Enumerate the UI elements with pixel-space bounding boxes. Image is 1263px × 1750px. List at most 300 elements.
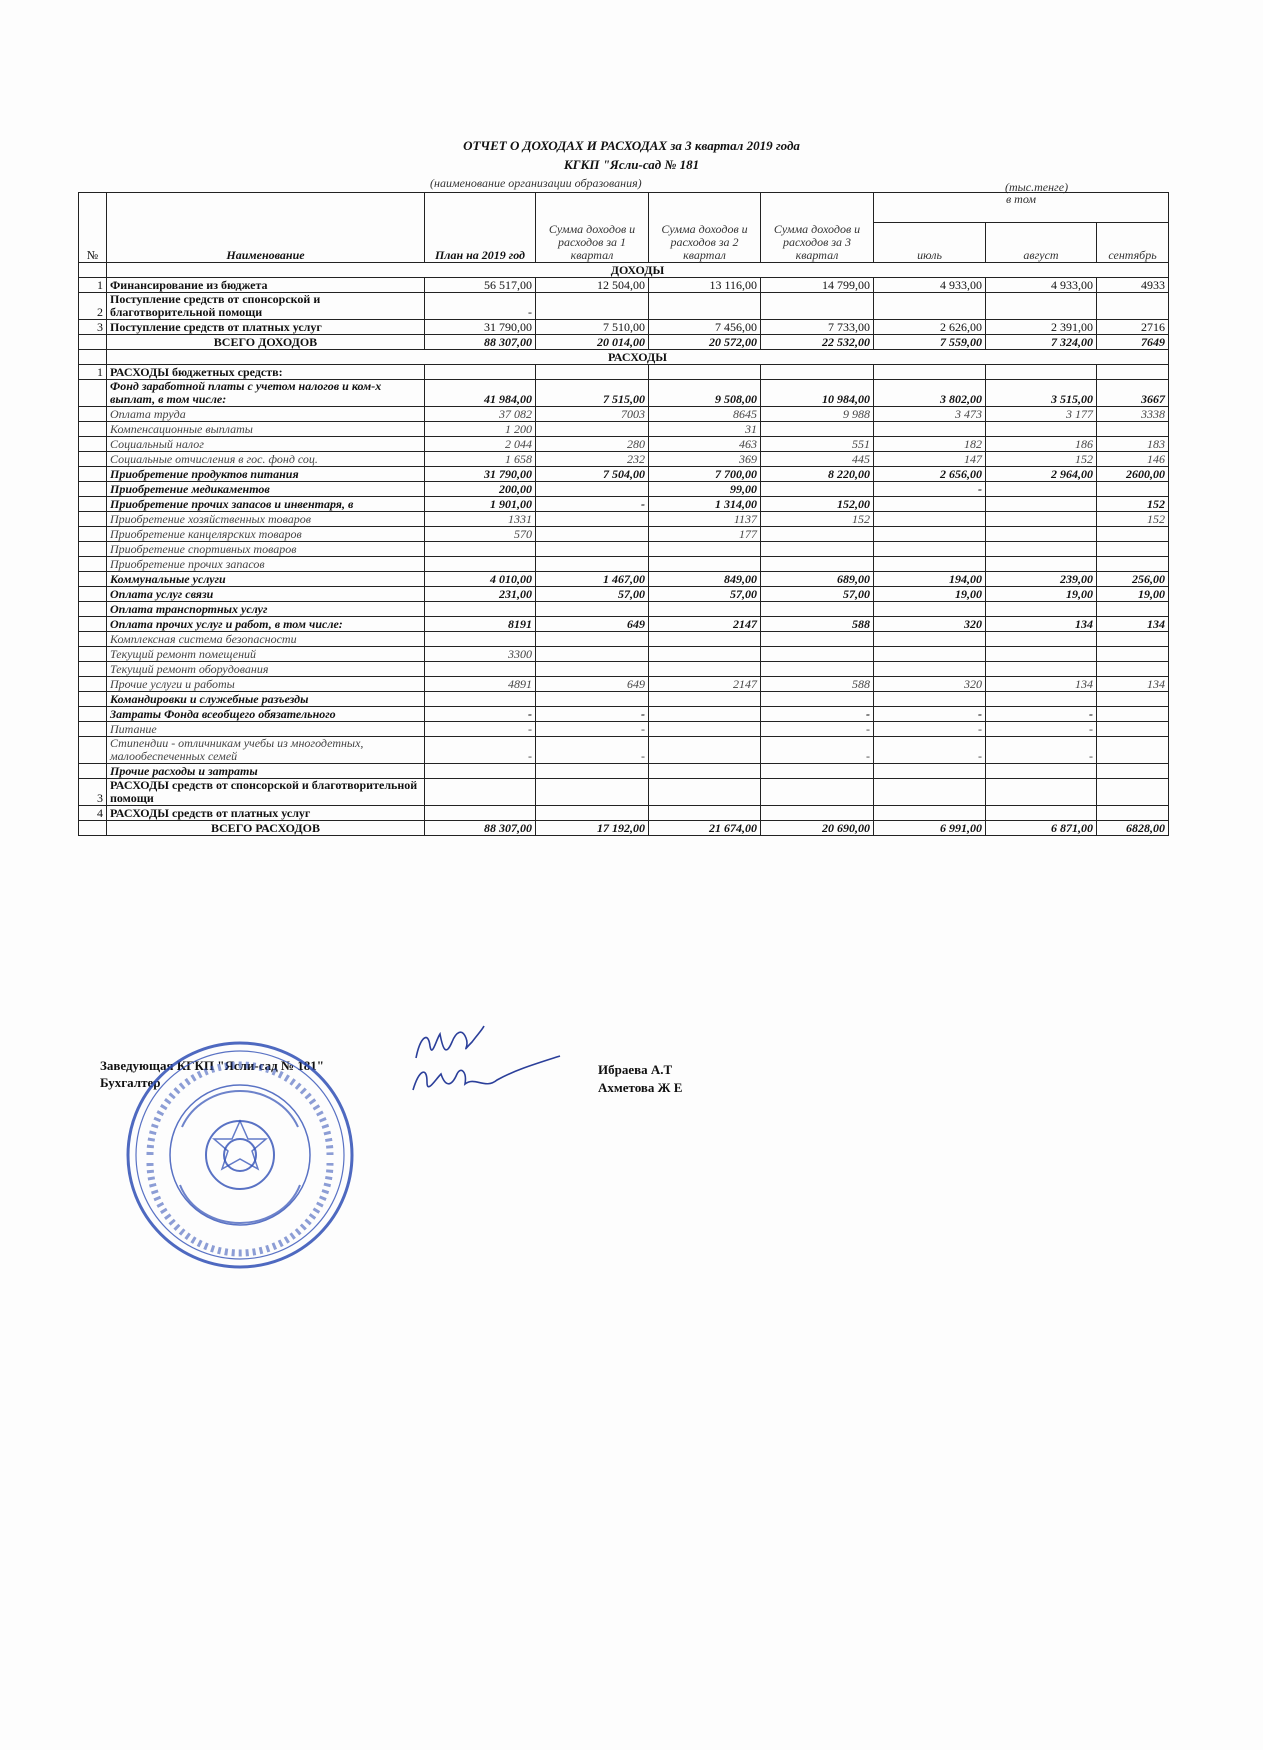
cell-plan: 8191 [425, 617, 536, 632]
cell-plan [425, 602, 536, 617]
cell-q2 [649, 632, 761, 647]
row-no [79, 482, 107, 497]
row-name: Социальный налог [107, 437, 425, 452]
row-name: Оплата услуг связи [107, 587, 425, 602]
row-name: Комплексная система безопасности [107, 632, 425, 647]
cell-plan: 88 307,00 [425, 821, 536, 836]
cell-q3: - [761, 722, 874, 737]
cell-q3: 9 988 [761, 407, 874, 422]
col-header-jul: июль [874, 223, 986, 263]
cell-aug [986, 692, 1097, 707]
cell-plan [425, 806, 536, 821]
cell-sep [1097, 365, 1169, 380]
row-name: Приобретение медикаментов [107, 482, 425, 497]
col-header-no: № [79, 193, 107, 263]
cell-sep [1097, 602, 1169, 617]
cell-q2 [649, 737, 761, 764]
cell-q2 [649, 293, 761, 320]
cell-sep: 2600,00 [1097, 467, 1169, 482]
table-row [79, 779, 1169, 806]
cell-jul: 2 626,00 [874, 320, 986, 335]
row-name: Приобретение прочих запасов и инвентаря, в [107, 497, 425, 512]
cell-aug [986, 365, 1097, 380]
table-row [79, 632, 1169, 647]
row-name: Социальные отчисления в гос. фонд соц. [107, 452, 425, 467]
cell-jul: 3 473 [874, 407, 986, 422]
row-no [79, 647, 107, 662]
cell-aug: - [986, 722, 1097, 737]
cell-jul: 182 [874, 437, 986, 452]
cell-q1 [536, 482, 649, 497]
row-no [79, 602, 107, 617]
row-no [79, 764, 107, 779]
cell-q1: 232 [536, 452, 649, 467]
cell-q3 [761, 632, 874, 647]
table-row [79, 452, 1169, 467]
cell-sep: 146 [1097, 452, 1169, 467]
row-no [79, 422, 107, 437]
cell-plan: 570 [425, 527, 536, 542]
row-name: РАСХОДЫ бюджетных средств: [107, 365, 425, 380]
cell-q2 [649, 662, 761, 677]
cell-q3 [761, 602, 874, 617]
section-row [79, 350, 1169, 365]
cell-q2: 57,00 [649, 587, 761, 602]
cell-aug: 186 [986, 437, 1097, 452]
head-name: Ибраева А.Т [598, 1062, 673, 1077]
cell-plan: 88 307,00 [425, 335, 536, 350]
cell-plan: 41 984,00 [425, 380, 536, 407]
cell-aug [986, 512, 1097, 527]
cell-aug [986, 293, 1097, 320]
cell-plan: 1 901,00 [425, 497, 536, 512]
row-name: Оплата прочих услуг и работ, в том числе: [107, 617, 425, 632]
cell-sep [1097, 722, 1169, 737]
cell-q3 [761, 527, 874, 542]
row-no [79, 467, 107, 482]
cell-q3: 152 [761, 512, 874, 527]
table-row [79, 806, 1169, 821]
cell-q1: 20 014,00 [536, 335, 649, 350]
cell-aug [986, 779, 1097, 806]
cell-aug [986, 527, 1097, 542]
cell-jul: - [874, 722, 986, 737]
cell-aug [986, 764, 1097, 779]
cell-jul [874, 632, 986, 647]
cell-sep: 134 [1097, 677, 1169, 692]
row-no [79, 707, 107, 722]
cell-q1 [536, 764, 649, 779]
cell-sep [1097, 527, 1169, 542]
cell-jul [874, 764, 986, 779]
cell-q1: 12 504,00 [536, 278, 649, 293]
cell-q2 [649, 542, 761, 557]
cell-q3: 7 733,00 [761, 320, 874, 335]
cell-jul: - [874, 707, 986, 722]
section-title: РАСХОДЫ [107, 350, 1169, 365]
cell-q1 [536, 692, 649, 707]
cell-plan [425, 632, 536, 647]
cell-jul [874, 422, 986, 437]
row-name: Приобретение продуктов питания [107, 467, 425, 482]
row-name: Финансирование из бюджета [107, 278, 425, 293]
cell-jul [874, 557, 986, 572]
row-no [79, 380, 107, 407]
cell-jul [874, 647, 986, 662]
cell-jul: 320 [874, 677, 986, 692]
cell-q2: 1137 [649, 512, 761, 527]
row-name: Поступление средств от спонсорской и благотворительной помощи [107, 293, 425, 320]
cell-sep [1097, 647, 1169, 662]
cell-q2: 849,00 [649, 572, 761, 587]
cell-q3: 588 [761, 677, 874, 692]
cell-aug: 239,00 [986, 572, 1097, 587]
cell-q1: 649 [536, 617, 649, 632]
row-name: Оплата труда [107, 407, 425, 422]
table-row [79, 692, 1169, 707]
cell-aug [986, 806, 1097, 821]
cell-q3: - [761, 707, 874, 722]
cell-aug [986, 497, 1097, 512]
organization-caption: (наименование организации образования) [430, 176, 642, 190]
cell-aug: 6 871,00 [986, 821, 1097, 836]
table-row [79, 380, 1169, 407]
row-name: ВСЕГО ДОХОДОВ [107, 335, 425, 350]
cell-jul: 194,00 [874, 572, 986, 587]
row-no: 1 [79, 278, 107, 293]
cell-aug [986, 422, 1097, 437]
cell-q3: 445 [761, 452, 874, 467]
cell-jul: 320 [874, 617, 986, 632]
cell-q3: 14 799,00 [761, 278, 874, 293]
cell-q1: 1 467,00 [536, 572, 649, 587]
cell-sep: 7649 [1097, 335, 1169, 350]
row-no [79, 632, 107, 647]
cell-sep: 2716 [1097, 320, 1169, 335]
table-row [79, 467, 1169, 482]
cell-q2: 2147 [649, 617, 761, 632]
cell-plan: - [425, 737, 536, 764]
row-no [79, 437, 107, 452]
cell-q1 [536, 512, 649, 527]
cell-sep [1097, 482, 1169, 497]
cell-q1: 7 510,00 [536, 320, 649, 335]
cell-aug [986, 602, 1097, 617]
cell-sep: 4933 [1097, 278, 1169, 293]
report-table [78, 192, 1169, 836]
cell-jul [874, 602, 986, 617]
cell-plan: 56 517,00 [425, 278, 536, 293]
cell-q3 [761, 647, 874, 662]
cell-q1: 7 504,00 [536, 467, 649, 482]
cell-q1 [536, 806, 649, 821]
cell-plan: 1 658 [425, 452, 536, 467]
cell-sep [1097, 779, 1169, 806]
cell-q3 [761, 542, 874, 557]
cell-aug [986, 662, 1097, 677]
cell-sep [1097, 707, 1169, 722]
row-no [79, 497, 107, 512]
cell-q1: 7 515,00 [536, 380, 649, 407]
col-header-q2: Сумма доходов и расходов за 2 квартал [649, 193, 761, 263]
cell-jul: - [874, 737, 986, 764]
cell-plan [425, 692, 536, 707]
table-row [79, 707, 1169, 722]
cell-aug [986, 557, 1097, 572]
col-header-name: Наименование [107, 193, 425, 263]
table-row [79, 677, 1169, 692]
table-row [79, 647, 1169, 662]
cell-aug [986, 542, 1097, 557]
row-no: 3 [79, 779, 107, 806]
row-name: Текущий ремонт помещений [107, 647, 425, 662]
cell-sep: 256,00 [1097, 572, 1169, 587]
row-no [79, 617, 107, 632]
row-name: Прочие услуги и работы [107, 677, 425, 692]
cell-plan: 2 044 [425, 437, 536, 452]
cell-jul: 3 802,00 [874, 380, 986, 407]
cell-q2: 2147 [649, 677, 761, 692]
table-row [79, 407, 1169, 422]
row-no [79, 512, 107, 527]
row-name: Стипендии - отличникам учебы из многодетных, малообеспеченных семей [107, 737, 425, 764]
row-name: Приобретение канцелярских товаров [107, 527, 425, 542]
section-title: ДОХОДЫ [107, 263, 1169, 278]
row-no [79, 677, 107, 692]
cell-aug [986, 632, 1097, 647]
row-name: ВСЕГО РАСХОДОВ [107, 821, 425, 836]
table-row [79, 365, 1169, 380]
cell-q2: 177 [649, 527, 761, 542]
cell-q3 [761, 764, 874, 779]
section-row [79, 263, 1169, 278]
cell-aug [986, 647, 1097, 662]
cell-q1 [536, 662, 649, 677]
cell-sep [1097, 806, 1169, 821]
table-row [79, 320, 1169, 335]
row-name: Поступление средств от платных услуг [107, 320, 425, 335]
cell-q1 [536, 422, 649, 437]
cell-plan [425, 365, 536, 380]
col-header-q3: Сумма доходов и расходов за 3 квартал [761, 193, 874, 263]
col-header-sep: сентябрь [1097, 223, 1169, 263]
cell-q2: 7 700,00 [649, 467, 761, 482]
cell-q2 [649, 557, 761, 572]
cell-jul: 2 656,00 [874, 467, 986, 482]
cell-sep [1097, 737, 1169, 764]
cell-plan: 31 790,00 [425, 467, 536, 482]
cell-plan: 37 082 [425, 407, 536, 422]
row-no: 4 [79, 806, 107, 821]
cell-plan [425, 557, 536, 572]
row-no: 2 [79, 293, 107, 320]
cell-q1 [536, 647, 649, 662]
row-no [79, 557, 107, 572]
cell-sep: 3338 [1097, 407, 1169, 422]
report-title: ОТЧЕТ О ДОХОДАХ И РАСХОДАХ за 3 квартал 2019 года [463, 138, 800, 153]
cell-q2: 21 674,00 [649, 821, 761, 836]
cell-q1: 7003 [536, 407, 649, 422]
table-row [79, 587, 1169, 602]
table-row [79, 602, 1169, 617]
cell-jul [874, 497, 986, 512]
row-name: Приобретение хозяйственных товаров [107, 512, 425, 527]
row-no [79, 587, 107, 602]
cell-q1 [536, 542, 649, 557]
units-label: (тыс.тенге) [1005, 180, 1069, 194]
cell-q2 [649, 365, 761, 380]
cell-q3: 22 532,00 [761, 335, 874, 350]
cell-plan [425, 662, 536, 677]
cell-q1 [536, 293, 649, 320]
cell-q3 [761, 557, 874, 572]
row-no [79, 662, 107, 677]
cell-q1 [536, 779, 649, 806]
cell-jul [874, 662, 986, 677]
cell-q2: 20 572,00 [649, 335, 761, 350]
cell-q2 [649, 647, 761, 662]
cell-plan: 4 010,00 [425, 572, 536, 587]
row-name: Приобретение спортивных товаров [107, 542, 425, 557]
cell-jul [874, 365, 986, 380]
cell-sep [1097, 542, 1169, 557]
cell-sep [1097, 293, 1169, 320]
cell-q2 [649, 692, 761, 707]
cell-q1 [536, 365, 649, 380]
cell-q2: 1 314,00 [649, 497, 761, 512]
cell-q2: 8645 [649, 407, 761, 422]
cell-q2: 13 116,00 [649, 278, 761, 293]
official-seal [120, 1035, 360, 1275]
cell-q3: 588 [761, 617, 874, 632]
cell-plan: 31 790,00 [425, 320, 536, 335]
row-name: Оплата транспортных услуг [107, 602, 425, 617]
total-row [79, 335, 1169, 350]
cell-plan: 1 200 [425, 422, 536, 437]
row-name: Питание [107, 722, 425, 737]
cell-sep [1097, 422, 1169, 437]
cell-q3: 20 690,00 [761, 821, 874, 836]
row-name: РАСХОДЫ средств от спонсорской и благотворительной помощи [107, 779, 425, 806]
cell-q3: 8 220,00 [761, 467, 874, 482]
cell-jul [874, 806, 986, 821]
accountant-title: Бухгалтер [100, 1075, 161, 1090]
cell-q1: - [536, 707, 649, 722]
cell-sep [1097, 557, 1169, 572]
row-no [79, 542, 107, 557]
row-no [79, 722, 107, 737]
cell-q2 [649, 602, 761, 617]
cell-jul [874, 779, 986, 806]
cell-q1: 280 [536, 437, 649, 452]
row-no [79, 737, 107, 764]
cell-q3: 10 984,00 [761, 380, 874, 407]
cell-jul: 4 933,00 [874, 278, 986, 293]
cell-jul [874, 542, 986, 557]
table-row [79, 482, 1169, 497]
cell-aug: 134 [986, 677, 1097, 692]
row-name: РАСХОДЫ средств от платных услуг [107, 806, 425, 821]
cell-q2: 369 [649, 452, 761, 467]
table-row [79, 737, 1169, 764]
col-header-plan: План на 2019 год [425, 193, 536, 263]
cell-plan: 231,00 [425, 587, 536, 602]
cell-q1 [536, 632, 649, 647]
cell-q2 [649, 722, 761, 737]
row-name: Командировки и служебные разъезды [107, 692, 425, 707]
cell-plan: 3300 [425, 647, 536, 662]
row-no [79, 452, 107, 467]
row-no [79, 527, 107, 542]
cell-plan [425, 779, 536, 806]
cell-q2: 9 508,00 [649, 380, 761, 407]
cell-q2 [649, 764, 761, 779]
table-row [79, 278, 1169, 293]
cell-sep [1097, 692, 1169, 707]
table-row [79, 293, 1169, 320]
cell-sep: 152 [1097, 512, 1169, 527]
row-no [79, 407, 107, 422]
row-no [79, 572, 107, 587]
row-no [79, 335, 107, 350]
organization-name: КГКП "Ясли-сад № 181 [563, 157, 700, 172]
cell-q1 [536, 602, 649, 617]
cell-q2: 31 [649, 422, 761, 437]
total-row [79, 821, 1169, 836]
cell-plan: - [425, 293, 536, 320]
cell-q3: - [761, 737, 874, 764]
cell-sep [1097, 662, 1169, 677]
cell-jul: 147 [874, 452, 986, 467]
cell-jul: 7 559,00 [874, 335, 986, 350]
cell-q3 [761, 779, 874, 806]
cell-q1: 57,00 [536, 587, 649, 602]
table-row [79, 542, 1169, 557]
row-name: Фонд заработной платы с учетом налогов и ком-х выплат, в том числе: [107, 380, 425, 407]
col-header-aug: август [986, 223, 1097, 263]
row-no [79, 350, 107, 365]
cell-q1 [536, 557, 649, 572]
col-header-q1: Сумма доходов и расходов за 1 квартал [536, 193, 649, 263]
cell-sep: 6828,00 [1097, 821, 1169, 836]
row-no [79, 263, 107, 278]
row-name: Текущий ремонт оборудования [107, 662, 425, 677]
cell-sep: 183 [1097, 437, 1169, 452]
cell-aug [986, 482, 1097, 497]
table-row [79, 497, 1169, 512]
cell-q3 [761, 293, 874, 320]
row-no [79, 821, 107, 836]
accountant-signature [405, 1050, 565, 1105]
cell-jul [874, 527, 986, 542]
cell-aug: - [986, 737, 1097, 764]
cell-aug: 152 [986, 452, 1097, 467]
table-row [79, 722, 1169, 737]
table-row [79, 512, 1169, 527]
cell-plan [425, 764, 536, 779]
cell-q1: 649 [536, 677, 649, 692]
cell-aug: - [986, 707, 1097, 722]
table-row [79, 662, 1169, 677]
table-row [79, 527, 1169, 542]
cell-aug: 2 964,00 [986, 467, 1097, 482]
table-row [79, 617, 1169, 632]
cell-q2: 463 [649, 437, 761, 452]
cell-jul: 6 991,00 [874, 821, 986, 836]
row-name: Коммунальные услуги [107, 572, 425, 587]
cell-aug: 2 391,00 [986, 320, 1097, 335]
cell-q3 [761, 422, 874, 437]
